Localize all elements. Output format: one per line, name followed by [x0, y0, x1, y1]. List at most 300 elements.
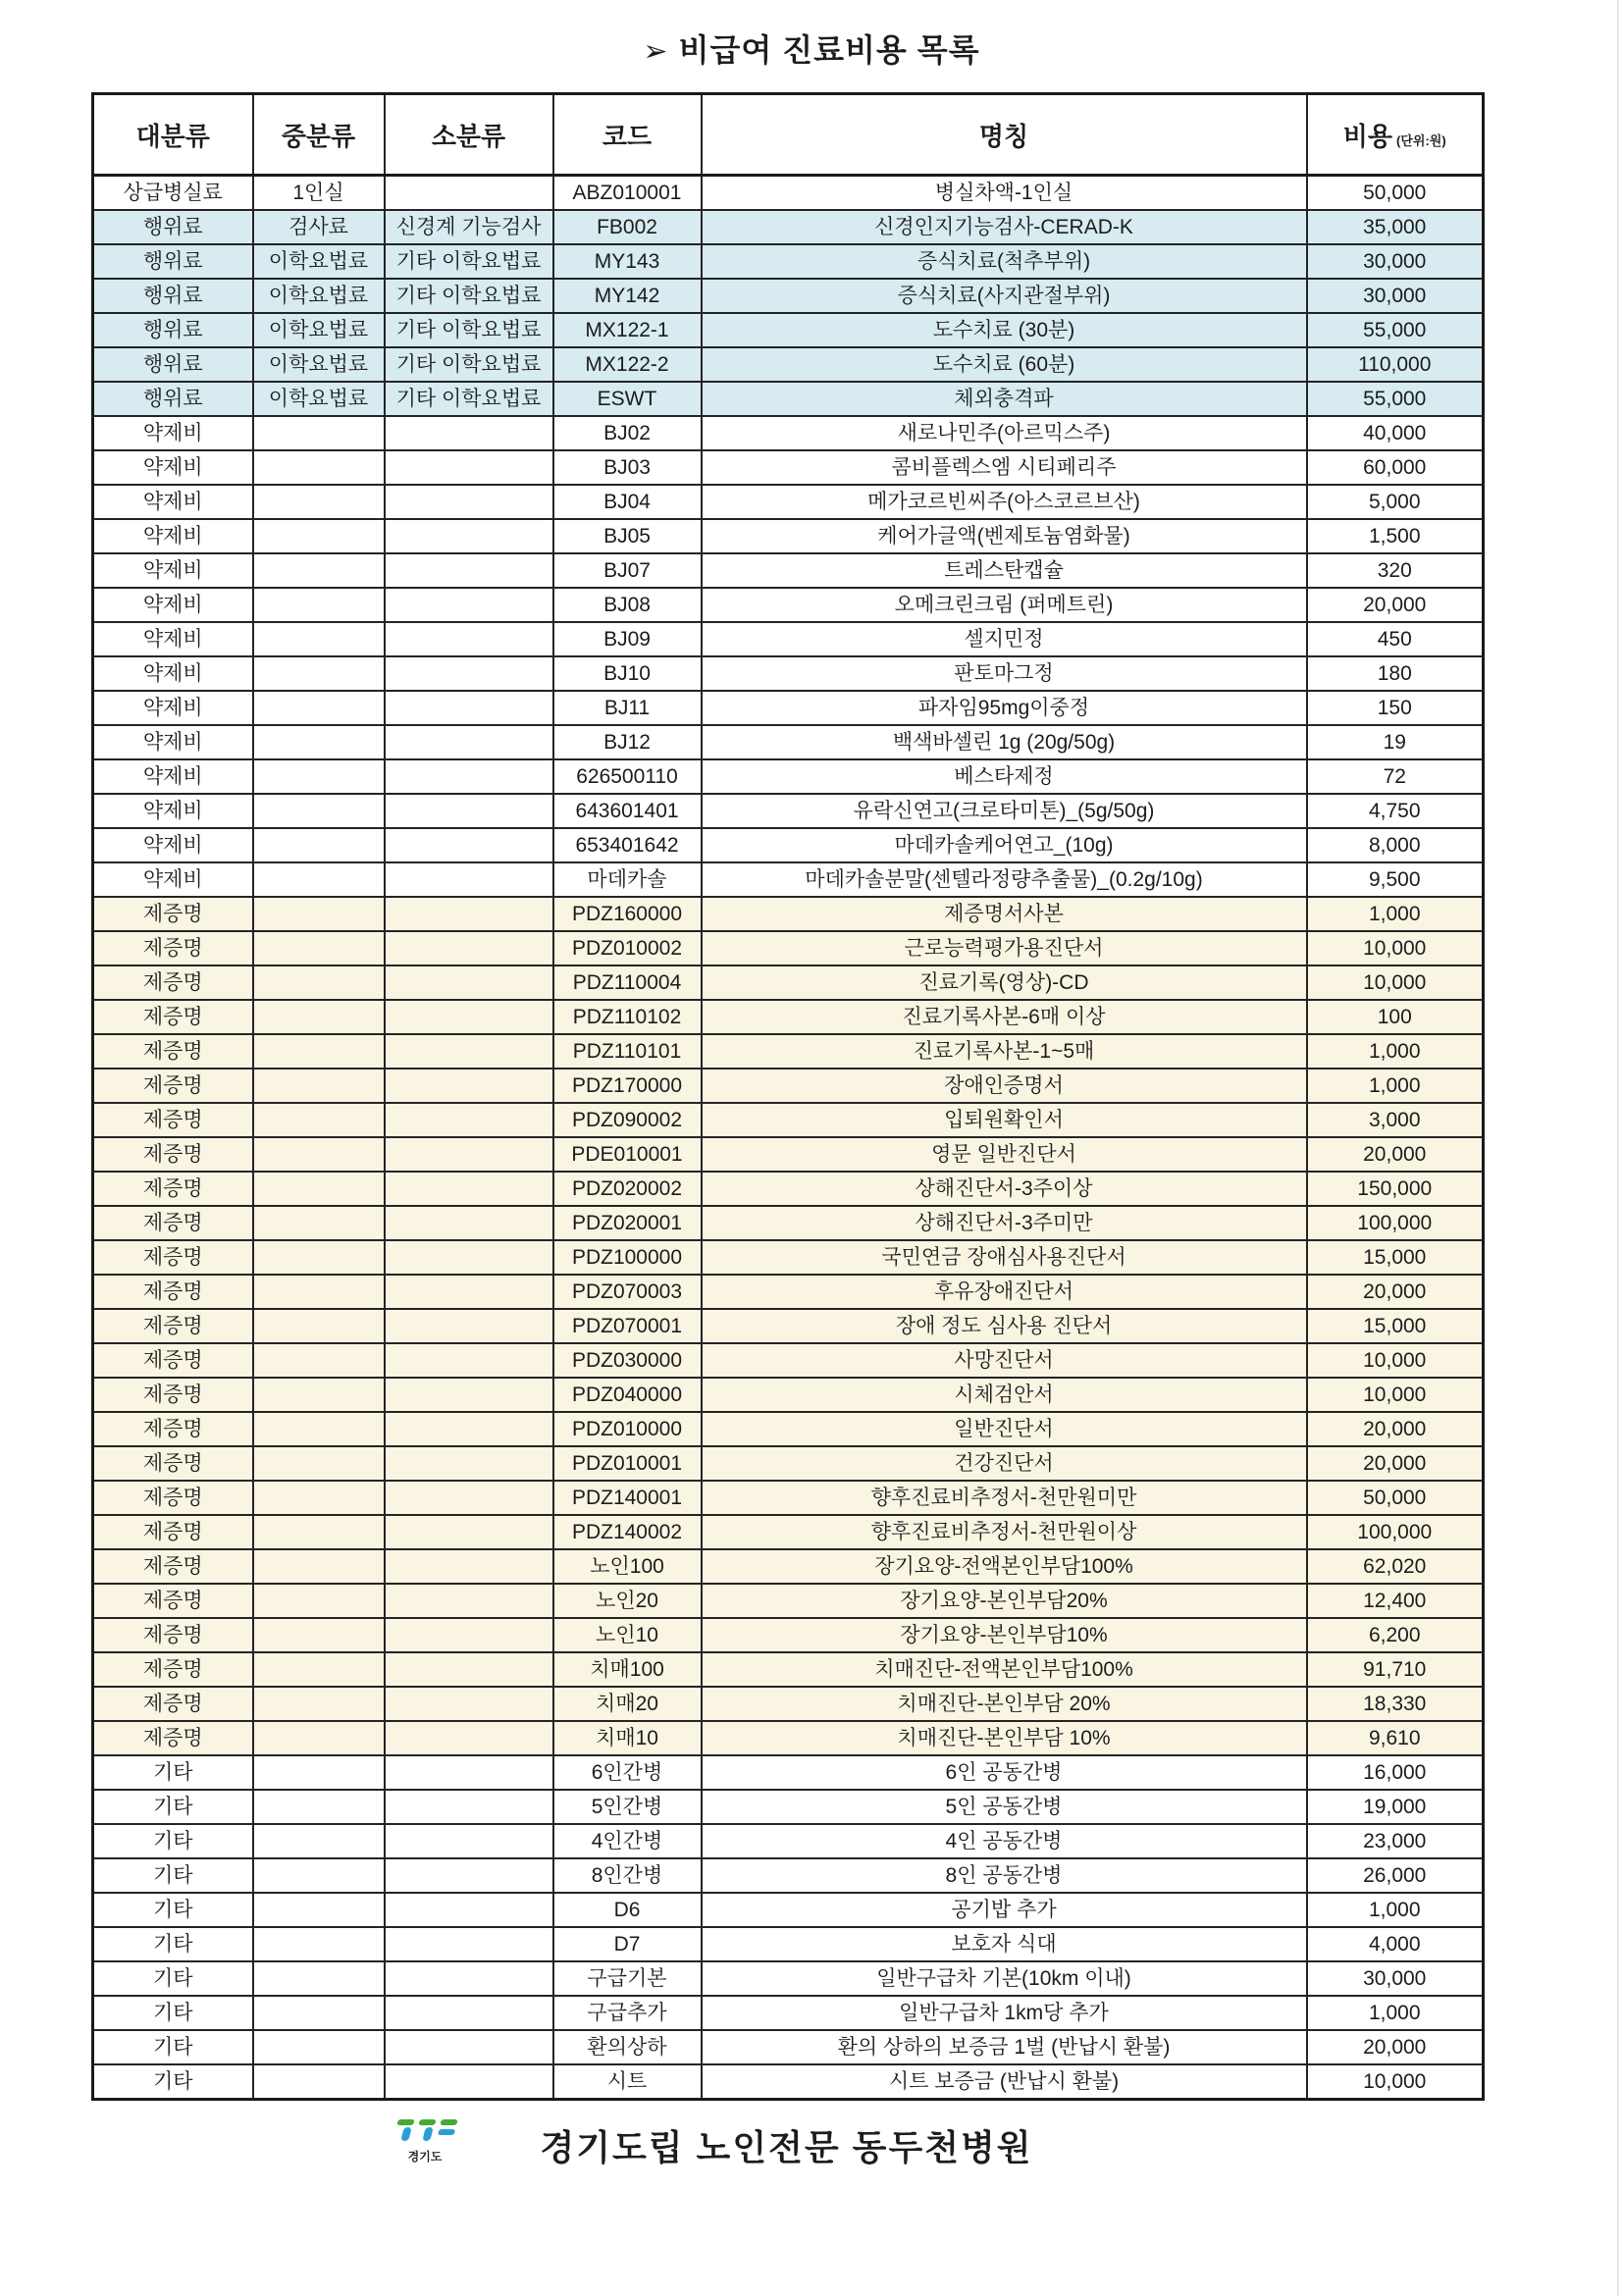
cell-name: 마데카솔케어연고_(10g): [702, 828, 1307, 862]
cell-subcategory: [385, 176, 553, 211]
cell-subcategory: 기타 이학요법료: [385, 244, 553, 279]
cell-midcategory: [253, 965, 385, 1000]
cell-code: PDZ090002: [553, 1103, 702, 1137]
cell-subcategory: [385, 1481, 553, 1515]
cell-midcategory: [253, 1755, 385, 1790]
table-row: [93, 244, 1484, 279]
table-row: [93, 382, 1484, 416]
cell-code: FB002: [553, 210, 702, 244]
cell-midcategory: [253, 691, 385, 725]
cell-category: 기타: [93, 1961, 253, 1996]
table-row: [93, 176, 1484, 211]
cell-midcategory: [253, 1069, 385, 1103]
cell-cost: 10,000: [1307, 965, 1484, 1000]
cell-cost: 30,000: [1307, 244, 1484, 279]
cell-subcategory: [385, 1858, 553, 1893]
table-row: [93, 1927, 1484, 1961]
cell-code: D6: [553, 1893, 702, 1927]
cell-category: 행위료: [93, 347, 253, 382]
cell-cost: 26,000: [1307, 1858, 1484, 1893]
cell-midcategory: [253, 2030, 385, 2064]
cell-midcategory: [253, 1721, 385, 1755]
cell-code: 마데카솔: [553, 862, 702, 897]
cell-code: PDZ010000: [553, 1412, 702, 1446]
cell-cost: 100,000: [1307, 1515, 1484, 1549]
table-row: [93, 1206, 1484, 1240]
cell-code: BJ08: [553, 588, 702, 622]
cell-cost: 450: [1307, 622, 1484, 656]
cell-cost: 20,000: [1307, 2030, 1484, 2064]
cell-name: 도수치료 (60분): [702, 347, 1307, 382]
cell-midcategory: 이학요법료: [253, 279, 385, 313]
cell-subcategory: [385, 1927, 553, 1961]
cell-cost: 60,000: [1307, 450, 1484, 485]
cell-midcategory: 1인실: [253, 176, 385, 211]
cell-category: 제증명: [93, 1584, 253, 1618]
cell-category: 기타: [93, 1996, 253, 2030]
table-row: [93, 588, 1484, 622]
page-title-text: 비급여 진료비용 목록: [678, 32, 980, 68]
cell-midcategory: [253, 1206, 385, 1240]
cell-name: 증식치료(척추부위): [702, 244, 1307, 279]
table-row: [93, 1172, 1484, 1206]
table-row: [93, 1137, 1484, 1172]
table-row: [93, 828, 1484, 862]
cell-midcategory: 이학요법료: [253, 313, 385, 347]
cell-midcategory: [253, 1275, 385, 1309]
cell-category: 기타: [93, 1755, 253, 1790]
cell-subcategory: 기타 이학요법료: [385, 313, 553, 347]
cell-name: 4인 공동간병: [702, 1824, 1307, 1858]
table-row: [93, 1240, 1484, 1275]
cell-category: 약제비: [93, 828, 253, 862]
table-row: [93, 656, 1484, 691]
cell-midcategory: 이학요법료: [253, 347, 385, 382]
cell-code: ESWT: [553, 382, 702, 416]
table-row: [93, 1652, 1484, 1687]
cell-cost: 18,330: [1307, 1687, 1484, 1721]
cell-cost: 50,000: [1307, 1481, 1484, 1515]
table-row: [93, 691, 1484, 725]
cell-category: 약제비: [93, 588, 253, 622]
cell-cost: 1,000: [1307, 1034, 1484, 1069]
cell-category: 행위료: [93, 244, 253, 279]
cell-name: 영문 일반진단서: [702, 1137, 1307, 1172]
cell-name: 메가코르빈씨주(아스코르브산): [702, 485, 1307, 519]
cell-cost: 20,000: [1307, 1412, 1484, 1446]
cell-midcategory: [253, 759, 385, 794]
cell-subcategory: [385, 1412, 553, 1446]
table-row: [93, 1103, 1484, 1137]
table-row: [93, 1687, 1484, 1721]
table-row: [93, 1858, 1484, 1893]
cell-category: 약제비: [93, 416, 253, 450]
cell-category: 약제비: [93, 794, 253, 828]
col-header-subcategory-label: 소분류: [431, 121, 506, 151]
cell-midcategory: [253, 622, 385, 656]
cell-name: 백색바셀린 1g (20g/50g): [702, 725, 1307, 759]
table-row: [93, 897, 1484, 931]
cell-name: 공기밥 추가: [702, 1893, 1307, 1927]
cell-midcategory: [253, 485, 385, 519]
cell-category: 상급병실료: [93, 176, 253, 211]
cell-name: 국민연금 장애심사용진단서: [702, 1240, 1307, 1275]
cell-category: 제증명: [93, 1687, 253, 1721]
table-row: [93, 1378, 1484, 1412]
cell-code: PDZ070003: [553, 1275, 702, 1309]
cell-cost: 12,400: [1307, 1584, 1484, 1618]
cell-code: 4인간병: [553, 1824, 702, 1858]
col-header-name: [702, 94, 1307, 176]
cost-unit-note: (단위:원): [1396, 132, 1446, 148]
cell-subcategory: [385, 450, 553, 485]
cell-category: 제증명: [93, 1069, 253, 1103]
col-header-midcategory: [253, 94, 385, 176]
cell-category: 행위료: [93, 210, 253, 244]
cell-subcategory: [385, 1790, 553, 1824]
cell-name: 장애인증명서: [702, 1069, 1307, 1103]
cell-code: BJ11: [553, 691, 702, 725]
cell-name: 보호자 식대: [702, 1927, 1307, 1961]
cell-name: 일반구급차 기본(10km 이내): [702, 1961, 1307, 1996]
table-row: [93, 1996, 1484, 2030]
cell-category: 제증명: [93, 897, 253, 931]
cell-name: 장기요양-전액본인부담100%: [702, 1549, 1307, 1584]
cell-code: 노인10: [553, 1618, 702, 1652]
cell-midcategory: [253, 1996, 385, 2030]
cell-name: 도수치료 (30분): [702, 313, 1307, 347]
table-row: [93, 622, 1484, 656]
cell-name: 치매진단-전액본인부담100%: [702, 1652, 1307, 1687]
cell-name: 장기요양-본인부담20%: [702, 1584, 1307, 1618]
cell-cost: 4,750: [1307, 794, 1484, 828]
table-row: [93, 1309, 1484, 1343]
cell-name: 장애 정도 심사용 진단서: [702, 1309, 1307, 1343]
cell-category: 제증명: [93, 1343, 253, 1378]
table-row: [93, 553, 1484, 588]
cell-name: 증식치료(사지관절부위): [702, 279, 1307, 313]
cell-category: 행위료: [93, 382, 253, 416]
cell-subcategory: [385, 588, 553, 622]
cell-midcategory: [253, 1893, 385, 1927]
cell-midcategory: [253, 1172, 385, 1206]
table-row: [93, 1584, 1484, 1618]
col-header-category: [93, 94, 253, 176]
cell-code: 시트: [553, 2064, 702, 2100]
col-header-name-label: 명칭: [978, 121, 1029, 151]
col-header-cost-label: 비용: [1342, 121, 1393, 151]
cell-cost: 20,000: [1307, 1137, 1484, 1172]
cell-name: 트레스탄캡슐: [702, 553, 1307, 588]
cell-subcategory: [385, 1034, 553, 1069]
cell-subcategory: [385, 1000, 553, 1034]
cell-subcategory: [385, 828, 553, 862]
table-row: [93, 1961, 1484, 1996]
cell-name: 콤비플렉스엠 시티페리주: [702, 450, 1307, 485]
cell-category: 제증명: [93, 1034, 253, 1069]
cell-category: 제증명: [93, 1652, 253, 1687]
cell-name: 진료기록(영상)-CD: [702, 965, 1307, 1000]
cell-name: 근로능력평가용진단서: [702, 931, 1307, 965]
cell-subcategory: [385, 862, 553, 897]
cell-subcategory: [385, 1584, 553, 1618]
cell-code: D7: [553, 1927, 702, 1961]
cell-category: 제증명: [93, 1721, 253, 1755]
header-row: [93, 94, 1484, 176]
cell-subcategory: [385, 897, 553, 931]
cell-name: 건강진단서: [702, 1446, 1307, 1481]
cell-code: 치매20: [553, 1687, 702, 1721]
cell-cost: 10,000: [1307, 1343, 1484, 1378]
cell-category: 행위료: [93, 313, 253, 347]
table-row: [93, 2064, 1484, 2100]
cell-name: 5인 공동간병: [702, 1790, 1307, 1824]
table-row: [93, 1790, 1484, 1824]
cell-midcategory: 검사료: [253, 210, 385, 244]
cell-name: 후유장애진단서: [702, 1275, 1307, 1309]
cell-cost: 1,000: [1307, 1996, 1484, 2030]
cell-cost: 1,000: [1307, 1069, 1484, 1103]
cell-category: 행위료: [93, 279, 253, 313]
cell-category: 제증명: [93, 1000, 253, 1034]
cell-name: 장기요양-본인부담10%: [702, 1618, 1307, 1652]
cell-subcategory: [385, 1309, 553, 1343]
cell-category: 약제비: [93, 759, 253, 794]
cell-category: 약제비: [93, 862, 253, 897]
cell-cost: 1,000: [1307, 1893, 1484, 1927]
gyeonggi-logo-icon: [391, 2118, 459, 2142]
cell-code: PDZ030000: [553, 1343, 702, 1378]
cell-cost: 55,000: [1307, 313, 1484, 347]
cell-category: 약제비: [93, 553, 253, 588]
cell-name: 치매진단-본인부담 10%: [702, 1721, 1307, 1755]
cell-cost: 16,000: [1307, 1755, 1484, 1790]
cell-name: 사망진단서: [702, 1343, 1307, 1378]
cell-cost: 10,000: [1307, 2064, 1484, 2100]
cell-cost: 23,000: [1307, 1824, 1484, 1858]
cell-midcategory: [253, 1618, 385, 1652]
cell-name: 상해진단서-3주이상: [702, 1172, 1307, 1206]
cell-code: PDZ070001: [553, 1309, 702, 1343]
cell-subcategory: 기타 이학요법료: [385, 382, 553, 416]
cell-midcategory: [253, 450, 385, 485]
cell-subcategory: [385, 1378, 553, 1412]
table-row: [93, 1755, 1484, 1790]
cell-midcategory: [253, 1481, 385, 1515]
cell-code: BJ07: [553, 553, 702, 588]
table-row: [93, 1412, 1484, 1446]
cell-subcategory: [385, 1206, 553, 1240]
cell-code: BJ05: [553, 519, 702, 553]
cell-subcategory: 기타 이학요법료: [385, 279, 553, 313]
col-header-cost: [1307, 94, 1484, 176]
cell-midcategory: [253, 656, 385, 691]
cell-code: PDZ040000: [553, 1378, 702, 1412]
cell-code: 노인20: [553, 1584, 702, 1618]
cell-category: 기타: [93, 1858, 253, 1893]
cell-name: 일반진단서: [702, 1412, 1307, 1446]
cell-cost: 100: [1307, 1000, 1484, 1034]
cell-code: BJ02: [553, 416, 702, 450]
cell-subcategory: [385, 1137, 553, 1172]
cell-midcategory: [253, 553, 385, 588]
cell-midcategory: [253, 897, 385, 931]
cell-midcategory: [253, 1103, 385, 1137]
fee-table: [91, 92, 1485, 2101]
cell-cost: 20,000: [1307, 588, 1484, 622]
cell-midcategory: [253, 416, 385, 450]
cell-category: 제증명: [93, 1103, 253, 1137]
cell-code: 643601401: [553, 794, 702, 828]
cell-midcategory: [253, 1446, 385, 1481]
col-header-category-label: 대분류: [135, 121, 210, 151]
cell-subcategory: [385, 2064, 553, 2100]
cell-category: 제증명: [93, 1378, 253, 1412]
cell-category: 제증명: [93, 1137, 253, 1172]
cell-subcategory: [385, 1652, 553, 1687]
cell-cost: 5,000: [1307, 485, 1484, 519]
cell-category: 약제비: [93, 485, 253, 519]
cell-cost: 19,000: [1307, 1790, 1484, 1824]
cell-code: BJ09: [553, 622, 702, 656]
cell-midcategory: [253, 2064, 385, 2100]
gyeonggi-logo-caption: 경기도: [407, 2150, 443, 2164]
cell-name: 체외충격파: [702, 382, 1307, 416]
cell-category: 약제비: [93, 450, 253, 485]
cell-code: PDZ020002: [553, 1172, 702, 1206]
cell-cost: 1,000: [1307, 897, 1484, 931]
cell-subcategory: [385, 1549, 553, 1584]
cell-cost: 100,000: [1307, 1206, 1484, 1240]
cell-code: 구급기본: [553, 1961, 702, 1996]
table-row: [93, 965, 1484, 1000]
cell-code: 653401642: [553, 828, 702, 862]
cell-name: 6인 공동간병: [702, 1755, 1307, 1790]
cell-midcategory: [253, 1515, 385, 1549]
cell-code: PDZ160000: [553, 897, 702, 931]
cell-midcategory: [253, 1034, 385, 1069]
cell-code: 구급추가: [553, 1996, 702, 2030]
table-row: [93, 416, 1484, 450]
table-row: [93, 862, 1484, 897]
cell-midcategory: [253, 931, 385, 965]
cell-code: 환의상하: [553, 2030, 702, 2064]
cell-midcategory: [253, 794, 385, 828]
cell-code: PDZ140002: [553, 1515, 702, 1549]
cell-subcategory: [385, 1275, 553, 1309]
table-row: [93, 1275, 1484, 1309]
cell-subcategory: [385, 1996, 553, 2030]
cell-subcategory: [385, 1961, 553, 1996]
cell-cost: 180: [1307, 656, 1484, 691]
table-row: [93, 1343, 1484, 1378]
page-title: [0, 0, 1623, 71]
table-row: [93, 1446, 1484, 1481]
table-row: [93, 1618, 1484, 1652]
cell-cost: 91,710: [1307, 1652, 1484, 1687]
arrow-icon: ➢: [643, 35, 669, 68]
cell-midcategory: [253, 1584, 385, 1618]
cell-category: 제증명: [93, 1240, 253, 1275]
cell-subcategory: [385, 1343, 553, 1378]
cell-category: 기타: [93, 1824, 253, 1858]
cell-category: 기타: [93, 2064, 253, 2100]
cell-name: 셀지민정: [702, 622, 1307, 656]
cell-midcategory: [253, 1687, 385, 1721]
cell-cost: 8,000: [1307, 828, 1484, 862]
cell-cost: 9,610: [1307, 1721, 1484, 1755]
cell-cost: 30,000: [1307, 279, 1484, 313]
cell-code: MY143: [553, 244, 702, 279]
cell-name: 유락신연고(크로타미톤)_(5g/50g): [702, 794, 1307, 828]
table-row: [93, 313, 1484, 347]
hospital-name: 경기도립 노인전문 동두천병원: [540, 2127, 1033, 2167]
cell-cost: 50,000: [1307, 176, 1484, 211]
cell-midcategory: [253, 1858, 385, 1893]
cell-subcategory: [385, 1893, 553, 1927]
cell-subcategory: [385, 656, 553, 691]
cell-subcategory: [385, 1172, 553, 1206]
cell-midcategory: [253, 862, 385, 897]
cell-category: 제증명: [93, 1275, 253, 1309]
cell-code: MX122-2: [553, 347, 702, 382]
cell-cost: 35,000: [1307, 210, 1484, 244]
gyeonggi-logo: [386, 2118, 464, 2165]
cell-subcategory: [385, 965, 553, 1000]
cell-code: PDZ140001: [553, 1481, 702, 1515]
table-row: [93, 2030, 1484, 2064]
cell-code: 치매10: [553, 1721, 702, 1755]
cell-midcategory: [253, 1343, 385, 1378]
cell-subcategory: [385, 794, 553, 828]
cell-subcategory: 기타 이학요법료: [385, 347, 553, 382]
cell-category: 제증명: [93, 1412, 253, 1446]
cell-cost: 55,000: [1307, 382, 1484, 416]
cell-cost: 15,000: [1307, 1309, 1484, 1343]
cell-code: PDE010001: [553, 1137, 702, 1172]
cell-subcategory: [385, 1721, 553, 1755]
cell-subcategory: [385, 1446, 553, 1481]
cell-cost: 10,000: [1307, 931, 1484, 965]
cell-name: 병실차액-1인실: [702, 176, 1307, 211]
cell-subcategory: [385, 1240, 553, 1275]
cell-category: 기타: [93, 2030, 253, 2064]
cell-subcategory: [385, 725, 553, 759]
cell-midcategory: [253, 725, 385, 759]
cell-name: 시트 보증금 (반납시 환불): [702, 2064, 1307, 2100]
cell-name: 판토마그정: [702, 656, 1307, 691]
cell-code: MY142: [553, 279, 702, 313]
cell-category: 제증명: [93, 1618, 253, 1652]
cell-category: 제증명: [93, 1206, 253, 1240]
cell-category: 약제비: [93, 656, 253, 691]
table-row: [93, 1515, 1484, 1549]
cell-cost: 4,000: [1307, 1927, 1484, 1961]
cell-subcategory: [385, 2030, 553, 2064]
cell-name: 마데카솔분말(센텔라정량추출물)_(0.2g/10g): [702, 862, 1307, 897]
cell-name: 새로나민주(아르믹스주): [702, 416, 1307, 450]
cell-category: 기타: [93, 1893, 253, 1927]
cell-category: 제증명: [93, 931, 253, 965]
cell-cost: 150: [1307, 691, 1484, 725]
cell-name: 환의 상하의 보증금 1벌 (반납시 환불): [702, 2030, 1307, 2064]
cell-subcategory: [385, 1515, 553, 1549]
cell-subcategory: [385, 1103, 553, 1137]
cell-code: MX122-1: [553, 313, 702, 347]
cell-category: 제증명: [93, 965, 253, 1000]
cell-subcategory: [385, 1824, 553, 1858]
cell-cost: 72: [1307, 759, 1484, 794]
